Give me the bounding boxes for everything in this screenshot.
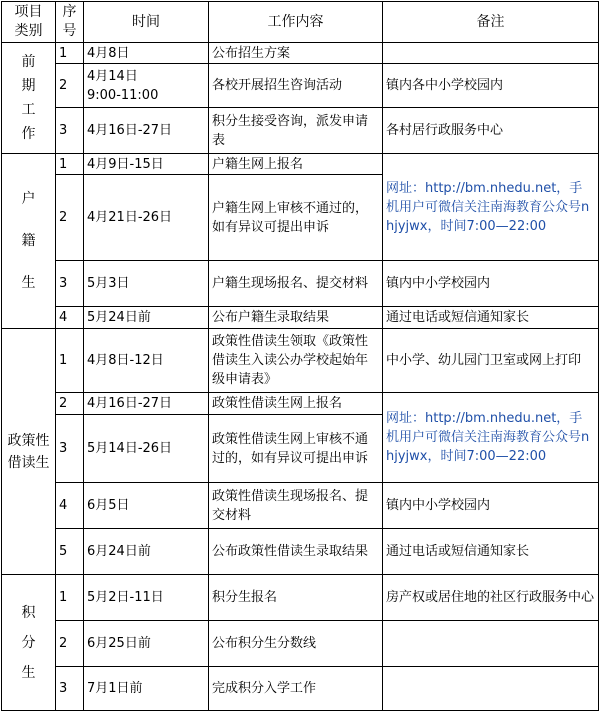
note-cell: 各村居行政服务中心 bbox=[383, 108, 599, 154]
header-work: 工作内容 bbox=[209, 2, 383, 43]
note-cell bbox=[383, 43, 599, 64]
table-row bbox=[2, 575, 599, 621]
seq-cell: 3 bbox=[56, 415, 84, 483]
table-row bbox=[2, 108, 599, 154]
note-cell: 中小学、幼儿园门卫室或网上打印 bbox=[383, 329, 599, 393]
time-cell: 5月14日-26日 bbox=[84, 415, 209, 483]
category-label: 政策性借读生 bbox=[7, 432, 50, 471]
time-cell: 7月1日前 bbox=[84, 667, 209, 711]
time-cell: 5月3日 bbox=[84, 261, 209, 307]
time-cell: 6月5日 bbox=[84, 483, 209, 529]
header-category: 项目 类别 bbox=[2, 2, 56, 43]
work-cell: 积分生接受咨询，派发申请表 bbox=[209, 108, 383, 154]
enrollment-schedule-table bbox=[1, 1, 599, 711]
work-cell: 户籍生现场报名、提交材料 bbox=[209, 261, 383, 307]
seq-cell: 2 bbox=[56, 64, 84, 108]
header-note: 备注 bbox=[383, 2, 599, 43]
note-cell bbox=[383, 667, 599, 711]
seq-cell: 3 bbox=[56, 108, 84, 154]
work-cell: 户籍生网上审核不通过的，如有异议可提出申诉 bbox=[209, 175, 383, 261]
work-cell: 公布政策性借读生录取结果 bbox=[209, 529, 383, 575]
note-cell: 通过电话或短信通知家长 bbox=[383, 529, 599, 575]
work-cell: 公布招生方案 bbox=[209, 43, 383, 64]
category-cell bbox=[2, 154, 56, 329]
work-cell: 政策性借读生网上报名 bbox=[209, 393, 383, 415]
time-cell: 4月8日 bbox=[84, 43, 209, 64]
note-cell: 房产权或居住地的社区行政服务中心 bbox=[383, 575, 599, 621]
table-row bbox=[2, 621, 599, 667]
seq-cell: 4 bbox=[56, 483, 84, 529]
category-label: 积分生 bbox=[21, 604, 36, 681]
work-cell: 公布户籍生录取结果 bbox=[209, 307, 383, 329]
note-cell: 镇内中小学校园内 bbox=[383, 261, 599, 307]
time-cell: 4月8日-12日 bbox=[84, 329, 209, 393]
header-seq: 序 号 bbox=[56, 2, 84, 43]
header-time: 时间 bbox=[84, 2, 209, 43]
work-cell: 政策性借读生现场报名、提交材料 bbox=[209, 483, 383, 529]
seq-cell: 1 bbox=[56, 43, 84, 64]
table-row bbox=[2, 393, 599, 415]
category-label: 前期工作 bbox=[21, 54, 36, 142]
category-cell bbox=[2, 329, 56, 575]
note-cell: 网址：http://bm.nhedu.net，手机用户可微信关注南海教育公众号nhjyjwx，时间7:00—22:00 bbox=[383, 393, 599, 483]
seq-cell: 5 bbox=[56, 529, 84, 575]
work-cell: 完成积分入学工作 bbox=[209, 667, 383, 711]
time-cell: 4月9日-15日 bbox=[84, 154, 209, 175]
table-row bbox=[2, 43, 599, 64]
table-row bbox=[2, 667, 599, 711]
time-cell: 6月25日前 bbox=[84, 621, 209, 667]
note-cell: 网址：http://bm.nhedu.net，手机用户可微信关注南海教育公众号nhjyjwx，时间7:00—22:00 bbox=[383, 154, 599, 261]
time-cell: 4月16日-27日 bbox=[84, 108, 209, 154]
time-cell: 4月21日-26日 bbox=[84, 175, 209, 261]
header-row bbox=[2, 2, 599, 43]
table-row bbox=[2, 483, 599, 529]
work-cell: 户籍生网上报名 bbox=[209, 154, 383, 175]
time-cell: 5月24日前 bbox=[84, 307, 209, 329]
time-cell: 6月24日前 bbox=[84, 529, 209, 575]
seq-cell: 1 bbox=[56, 329, 84, 393]
table-row bbox=[2, 529, 599, 575]
seq-cell: 2 bbox=[56, 393, 84, 415]
seq-cell: 1 bbox=[56, 575, 84, 621]
table-row bbox=[2, 329, 599, 393]
note-cell: 镇内各中小学校园内 bbox=[383, 64, 599, 108]
category-cell bbox=[2, 43, 56, 154]
work-cell: 公布积分生分数线 bbox=[209, 621, 383, 667]
category-cell bbox=[2, 575, 56, 711]
table-row bbox=[2, 64, 599, 108]
note-cell bbox=[383, 621, 599, 667]
seq-cell: 2 bbox=[56, 621, 84, 667]
table-row bbox=[2, 307, 599, 329]
seq-cell: 3 bbox=[56, 261, 84, 307]
work-cell: 各校开展招生咨询活动 bbox=[209, 64, 383, 108]
seq-cell: 4 bbox=[56, 307, 84, 329]
time-cell: 5月2日-11日 bbox=[84, 575, 209, 621]
seq-cell: 2 bbox=[56, 175, 84, 261]
note-cell: 通过电话或短信通知家长 bbox=[383, 307, 599, 329]
work-cell: 政策性借读生领取《政策性借读生入读公办学校起始年级申请表》 bbox=[209, 329, 383, 393]
time-cell: 4月16日-27日 bbox=[84, 393, 209, 415]
work-cell: 积分生报名 bbox=[209, 575, 383, 621]
table-row bbox=[2, 154, 599, 175]
seq-cell: 1 bbox=[56, 154, 84, 175]
note-cell: 镇内中小学校园内 bbox=[383, 483, 599, 529]
time-cell: 4月14日 9:00-11:00 bbox=[84, 64, 209, 108]
seq-cell: 3 bbox=[56, 667, 84, 711]
category-label: 户籍生 bbox=[21, 191, 36, 291]
work-cell: 政策性借读生网上审核不通过的，如有异议可提出申诉 bbox=[209, 415, 383, 483]
table-row bbox=[2, 261, 599, 307]
